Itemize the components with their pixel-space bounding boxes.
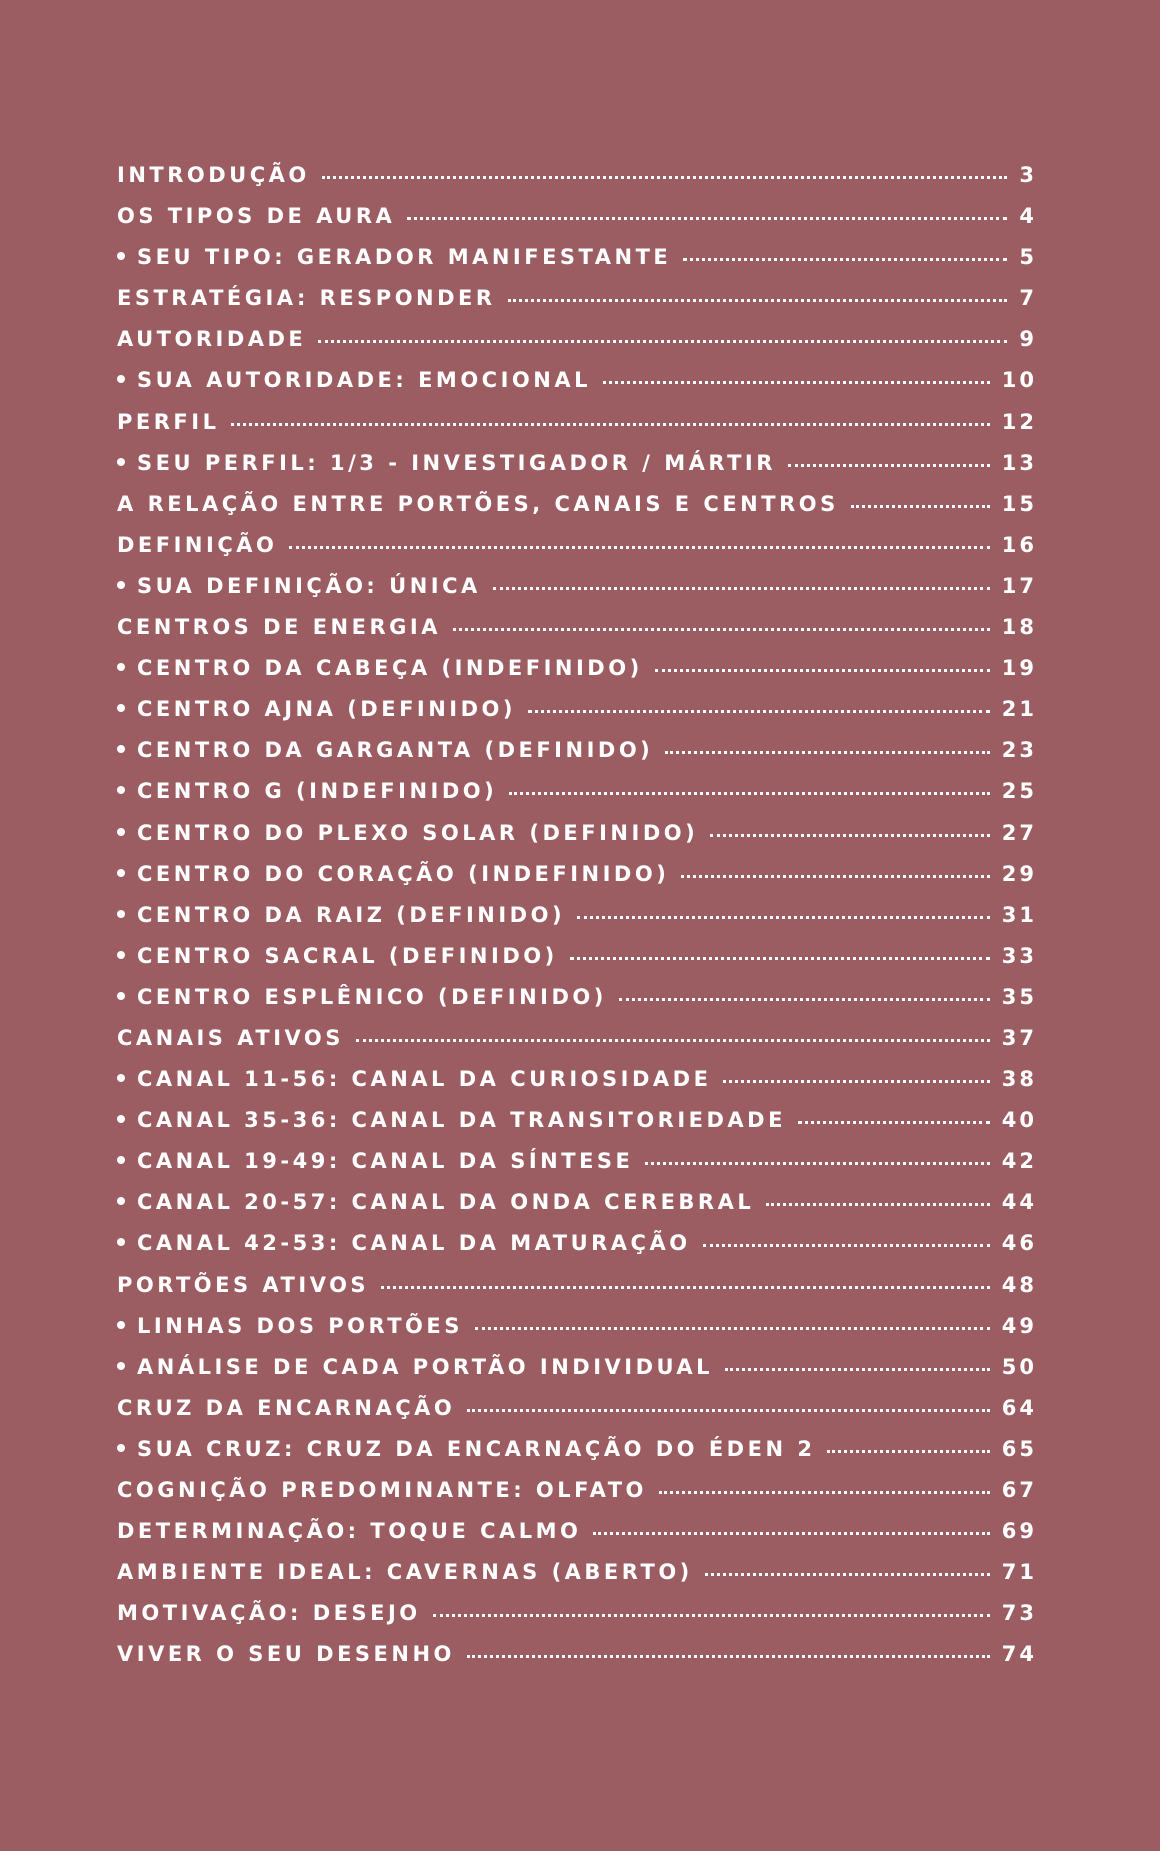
bullet-icon — [117, 910, 125, 918]
toc-entry[interactable] — [117, 862, 1037, 903]
bullet-icon — [117, 375, 125, 383]
dot-leader — [681, 875, 989, 878]
dot-leader — [509, 792, 990, 795]
toc-entry-page-number: 38 — [1001, 1067, 1037, 1092]
dot-leader — [453, 628, 990, 631]
toc-entry-label: CENTROS DE ENERGIA — [117, 615, 441, 640]
toc-entry-page-number: 25 — [1001, 779, 1037, 804]
toc-entry[interactable] — [117, 1355, 1037, 1396]
toc-entry-label: CRUZ DA ENCARNAÇÃO — [117, 1395, 456, 1420]
toc-entry[interactable] — [117, 1437, 1037, 1478]
toc-entry[interactable] — [117, 1149, 1037, 1190]
dot-leader — [655, 669, 990, 672]
toc-entry-label: CENTRO SACRAL (DEFINIDO) — [137, 943, 558, 968]
bullet-icon — [117, 458, 125, 466]
toc-entry-page-number: 17 — [1001, 573, 1037, 598]
dot-leader — [725, 1368, 990, 1371]
toc-entry[interactable] — [117, 779, 1037, 820]
dot-leader — [322, 176, 1008, 179]
toc-entry[interactable] — [117, 985, 1037, 1026]
toc-entry-page-number: 50 — [1001, 1354, 1037, 1379]
dot-leader — [433, 1614, 990, 1617]
toc-entry-page-number: 65 — [1001, 1436, 1037, 1461]
toc-entry-label: COGNIÇÃO PREDOMINANTE: OLFATO — [117, 1478, 647, 1502]
toc-entry-page-number: 3 — [1019, 163, 1037, 187]
toc-entry-page-number: 29 — [1001, 861, 1037, 886]
toc-entry-label: CENTRO DO PLEXO SOLAR (DEFINIDO) — [137, 820, 699, 845]
toc-entry-page-number: 73 — [1001, 1601, 1037, 1626]
bullet-icon — [117, 704, 125, 712]
dot-leader — [570, 957, 990, 960]
bullet-icon — [117, 1321, 125, 1329]
toc-entry-label: CANAL 35-36: CANAL DA TRANSITORIEDADE — [137, 1108, 786, 1133]
toc-entry[interactable] — [117, 327, 1037, 368]
bullet-icon — [117, 786, 125, 794]
toc-entry[interactable] — [117, 903, 1037, 944]
dot-leader — [659, 1491, 990, 1494]
toc-entry-label: CENTRO G (INDEFINIDO) — [137, 779, 498, 804]
toc-entry-label: ESTRATÉGIA: RESPONDER — [117, 286, 496, 311]
toc-entry-label: INTRODUÇÃO — [117, 163, 310, 187]
toc-entry[interactable] — [117, 1190, 1037, 1231]
toc-entry-label: CANAL 11-56: CANAL DA CURIOSIDADE — [137, 1067, 712, 1092]
dot-leader — [528, 710, 990, 713]
toc-entry-label: OS TIPOS DE AURA — [117, 204, 396, 229]
toc-entry-page-number: 16 — [1001, 532, 1037, 557]
dot-leader — [766, 1203, 990, 1206]
dot-leader — [665, 751, 989, 754]
toc-entry-label: AMBIENTE IDEAL: CAVERNAS (ABERTO) — [117, 1560, 693, 1585]
toc-entry[interactable] — [117, 204, 1037, 245]
toc-entry-page-number: 48 — [1001, 1272, 1037, 1297]
toc-entry-label: AUTORIDADE — [117, 327, 307, 352]
table-of-contents — [117, 163, 1037, 1683]
toc-entry[interactable] — [117, 615, 1037, 656]
toc-entry-label: SEU TIPO: GERADOR MANIFESTANTE — [137, 245, 672, 270]
dot-leader — [475, 1327, 990, 1330]
toc-entry-label: MOTIVAÇÃO: DESEJO — [117, 1601, 421, 1626]
toc-entry-page-number: 46 — [1001, 1231, 1037, 1256]
toc-entry-page-number: 71 — [1001, 1560, 1037, 1585]
dot-leader — [619, 998, 990, 1001]
bullet-icon — [117, 869, 125, 877]
toc-entry-label: CENTRO DA RAIZ (DEFINIDO) — [137, 902, 566, 927]
toc-entry[interactable] — [117, 1396, 1037, 1437]
dot-leader — [593, 1532, 989, 1535]
toc-entry-page-number: 44 — [1001, 1190, 1037, 1215]
bullet-icon — [117, 1197, 125, 1205]
toc-entry-page-number: 67 — [1001, 1478, 1037, 1502]
bullet-icon — [117, 663, 125, 671]
toc-entry-label: LINHAS DOS PORTÕES — [137, 1313, 463, 1338]
bullet-icon — [117, 1444, 125, 1452]
dot-leader — [407, 217, 1007, 220]
toc-entry[interactable] — [117, 1231, 1037, 1272]
toc-entry-label: VIVER O SEU DESENHO — [117, 1642, 455, 1667]
toc-entry[interactable] — [117, 451, 1037, 492]
toc-entry-label: DETERMINAÇÃO: TOQUE CALMO — [117, 1519, 582, 1544]
toc-entry[interactable] — [117, 245, 1037, 286]
dot-leader — [798, 1121, 990, 1124]
toc-entry[interactable] — [117, 1519, 1037, 1560]
bullet-icon — [117, 1074, 125, 1082]
toc-entry[interactable] — [117, 1273, 1037, 1314]
toc-entry-page-number: 12 — [1001, 409, 1037, 434]
toc-entry-label: SUA AUTORIDADE: EMOCIONAL — [137, 368, 591, 393]
toc-entry[interactable] — [117, 1026, 1037, 1067]
toc-entry-label: CANAL 42-53: CANAL DA MATURAÇÃO — [137, 1231, 691, 1256]
toc-entry-page-number: 74 — [1001, 1642, 1037, 1667]
bullet-icon — [117, 992, 125, 1000]
toc-entry[interactable] — [117, 1314, 1037, 1355]
toc-entry-page-number: 10 — [1001, 368, 1037, 393]
toc-entry[interactable] — [117, 738, 1037, 779]
bullet-icon — [117, 828, 125, 836]
toc-entry[interactable] — [117, 1108, 1037, 1149]
toc-entry[interactable] — [117, 492, 1037, 533]
toc-entry-page-number: 23 — [1001, 738, 1037, 763]
bullet-icon — [117, 1362, 125, 1370]
toc-entry-label: A RELAÇÃO ENTRE PORTÕES, CANAIS E CENTROS — [117, 491, 839, 516]
toc-entry-page-number: 37 — [1001, 1025, 1037, 1050]
dot-leader — [467, 1409, 989, 1412]
dot-leader — [493, 587, 990, 590]
toc-entry[interactable] — [117, 286, 1037, 327]
toc-entry-label: CANAL 19-49: CANAL DA SÍNTESE — [137, 1149, 634, 1174]
toc-entry-page-number: 15 — [1001, 491, 1037, 516]
toc-entry[interactable] — [117, 368, 1037, 409]
toc-entry-page-number: 49 — [1001, 1313, 1037, 1338]
dot-leader — [603, 381, 990, 384]
toc-entry-label: PORTÕES ATIVOS — [117, 1272, 370, 1297]
toc-entry-label: CANAL 20-57: CANAL DA ONDA CEREBRAL — [137, 1190, 755, 1215]
toc-entry-label: CENTRO ESPLÊNICO (DEFINIDO) — [137, 984, 607, 1009]
dot-leader — [577, 916, 990, 919]
toc-entry[interactable] — [117, 574, 1037, 615]
toc-entry-page-number: 13 — [1001, 450, 1037, 475]
toc-entry-page-number: 27 — [1001, 820, 1037, 845]
toc-entry-label: CENTRO DA GARGANTA (DEFINIDO) — [137, 738, 654, 763]
toc-entry-page-number: 7 — [1019, 286, 1037, 311]
dot-leader — [231, 423, 989, 426]
toc-entry[interactable] — [117, 944, 1037, 985]
dot-leader — [381, 1286, 990, 1289]
bullet-icon — [117, 1156, 125, 1164]
dot-leader — [827, 1450, 989, 1453]
bullet-icon — [117, 745, 125, 753]
bullet-icon — [117, 1238, 125, 1246]
dot-leader — [851, 505, 990, 508]
toc-entry-label: DEFINIÇÃO — [117, 532, 278, 557]
bullet-icon — [117, 252, 125, 260]
toc-entry-label: CANAIS ATIVOS — [117, 1025, 344, 1050]
toc-entry-label: SEU PERFIL: 1/3 - INVESTIGADOR / MÁRTIR — [137, 450, 776, 475]
toc-entry-label: SUA CRUZ: CRUZ DA ENCARNAÇÃO DO ÉDEN 2 — [137, 1436, 816, 1461]
dot-leader — [318, 340, 1007, 343]
toc-entry[interactable] — [117, 410, 1037, 451]
toc-entry-label: CENTRO DO CORAÇÃO (INDEFINIDO) — [137, 861, 670, 886]
dot-leader — [289, 546, 989, 549]
toc-entry-page-number: 19 — [1001, 656, 1037, 681]
bullet-icon — [117, 1115, 125, 1123]
toc-entry[interactable] — [117, 821, 1037, 862]
dot-leader — [705, 1573, 990, 1576]
dot-leader — [703, 1244, 990, 1247]
toc-entry-label: PERFIL — [117, 409, 220, 434]
dot-leader — [356, 1039, 990, 1042]
toc-entry-page-number: 64 — [1001, 1395, 1037, 1420]
toc-entry-label: CENTRO DA CABEÇA (INDEFINIDO) — [137, 656, 643, 681]
dot-leader — [683, 258, 1007, 261]
toc-entry-page-number: 40 — [1001, 1108, 1037, 1133]
bullet-icon — [117, 581, 125, 589]
toc-entry[interactable] — [117, 697, 1037, 738]
bullet-icon — [117, 951, 125, 959]
toc-entry-page-number: 5 — [1019, 245, 1037, 270]
toc-entry[interactable] — [117, 163, 1037, 204]
toc-entry-label: ANÁLISE DE CADA PORTÃO INDIVIDUAL — [137, 1354, 714, 1379]
dot-leader — [723, 1080, 989, 1083]
toc-entry[interactable] — [117, 1642, 1037, 1683]
dot-leader — [467, 1655, 990, 1658]
toc-entry[interactable] — [117, 656, 1037, 697]
toc-entry-page-number: 31 — [1001, 902, 1037, 927]
dot-leader — [788, 464, 990, 467]
toc-entry-page-number: 18 — [1001, 615, 1037, 640]
toc-entry[interactable] — [117, 1601, 1037, 1642]
toc-entry-page-number: 9 — [1019, 327, 1037, 352]
toc-entry-label: SUA DEFINIÇÃO: ÚNICA — [137, 573, 481, 598]
toc-entry[interactable] — [117, 1560, 1037, 1601]
toc-entry-page-number: 33 — [1001, 943, 1037, 968]
toc-entry-page-number: 4 — [1019, 204, 1037, 229]
dot-leader — [508, 299, 1008, 302]
toc-entry-page-number: 21 — [1001, 697, 1037, 722]
toc-entry[interactable] — [117, 533, 1037, 574]
dot-leader — [645, 1162, 989, 1165]
toc-entry-page-number: 35 — [1001, 984, 1037, 1009]
toc-entry-page-number: 42 — [1001, 1149, 1037, 1174]
dot-leader — [710, 834, 990, 837]
toc-entry-page-number: 69 — [1001, 1519, 1037, 1544]
toc-entry-label: CENTRO AJNA (DEFINIDO) — [137, 697, 516, 722]
toc-entry[interactable] — [117, 1067, 1037, 1108]
toc-entry[interactable] — [117, 1478, 1037, 1519]
